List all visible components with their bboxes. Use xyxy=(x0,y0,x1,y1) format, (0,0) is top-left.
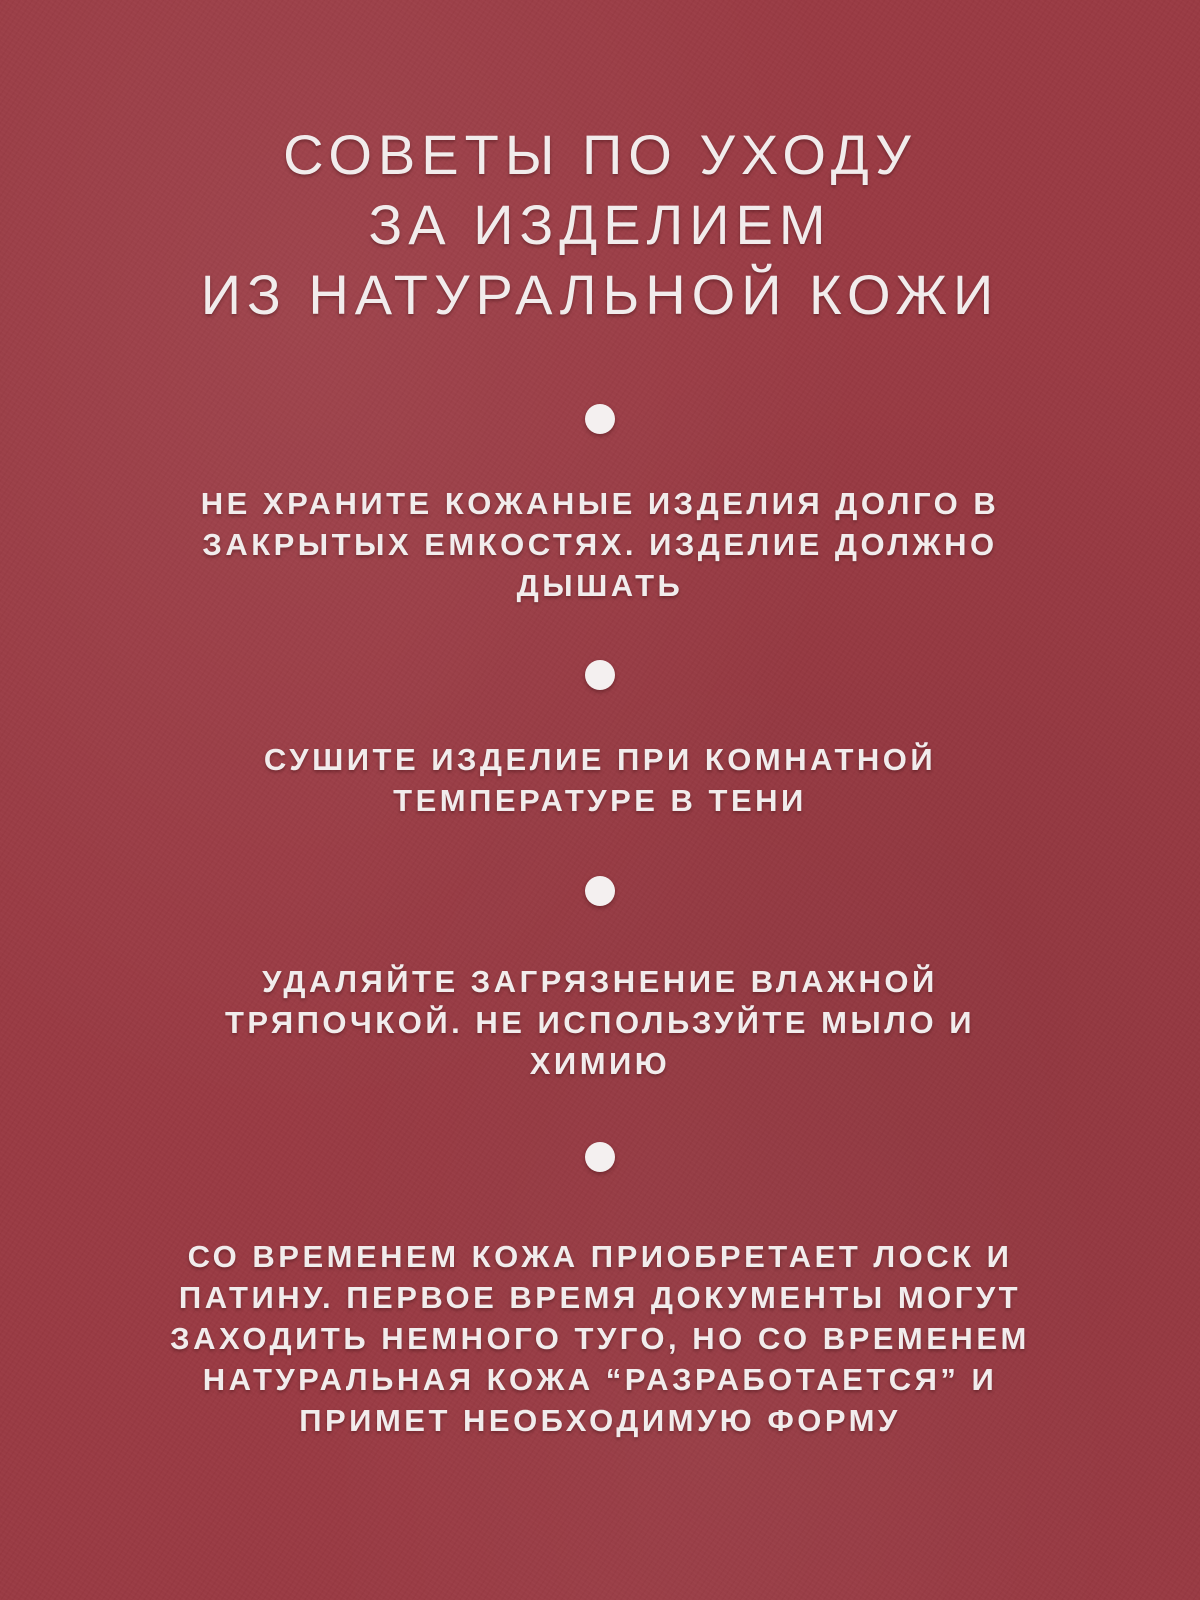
page-title xyxy=(100,120,1100,330)
tip-line: ПАТИНУ. ПЕРВОЕ ВРЕМЯ ДОКУМЕНТЫ МОГУТ xyxy=(178,1280,1022,1315)
tip-line: ДЫШАТЬ xyxy=(516,568,684,603)
title-line: ЗА ИЗДЕЛИЕМ xyxy=(368,193,832,256)
tip-1 xyxy=(130,483,1070,606)
tip-line: ТЕМПЕРАТУРЕ В ТЕНИ xyxy=(393,783,807,818)
tip-3 xyxy=(130,961,1070,1084)
tip-line: ХИМИЮ xyxy=(529,1046,671,1081)
tip-line: ЗАХОДИТЬ НЕМНОГО ТУГО, НО СО ВРЕМЕНЕМ xyxy=(170,1321,1030,1356)
tip-line: ПРИМЕТ НЕОБХОДИМУЮ ФОРМУ xyxy=(299,1403,901,1438)
tip-line: ТРЯПОЧКОЙ. НЕ ИСПОЛЬЗУЙТЕ МЫЛО И xyxy=(224,1005,976,1040)
bullet-dot-icon xyxy=(585,876,615,906)
tip-line: НАТУРАЛЬНАЯ КОЖА “РАЗРАБОТАЕТСЯ” И xyxy=(202,1362,998,1397)
bullet-dot-icon xyxy=(585,660,615,690)
tip-line: НЕ ХРАНИТЕ КОЖАНЫЕ ИЗДЕЛИЯ ДОЛГО В xyxy=(200,486,1000,521)
title-line: ИЗ НАТУРАЛЬНОЙ КОЖИ xyxy=(200,263,1000,326)
title-line: СОВЕТЫ ПО УХОДУ xyxy=(283,123,917,186)
bullet-dot-icon xyxy=(585,1142,615,1172)
tip-line: ЗАКРЫТЫХ ЕМКОСТЯХ. ИЗДЕЛИЕ ДОЛЖНО xyxy=(202,527,998,562)
tip-line: УДАЛЯЙТЕ ЗАГРЯЗНЕНИЕ ВЛАЖНОЙ xyxy=(262,964,938,999)
tip-2 xyxy=(130,739,1070,821)
tip-line: СУШИТЕ ИЗДЕЛИЕ ПРИ КОМНАТНОЙ xyxy=(263,742,937,777)
tip-4 xyxy=(130,1236,1070,1441)
tip-line: СО ВРЕМЕНЕМ КОЖА ПРИОБРЕТАЕТ ЛОСК И xyxy=(187,1239,1013,1274)
bullet-dot-icon xyxy=(585,404,615,434)
